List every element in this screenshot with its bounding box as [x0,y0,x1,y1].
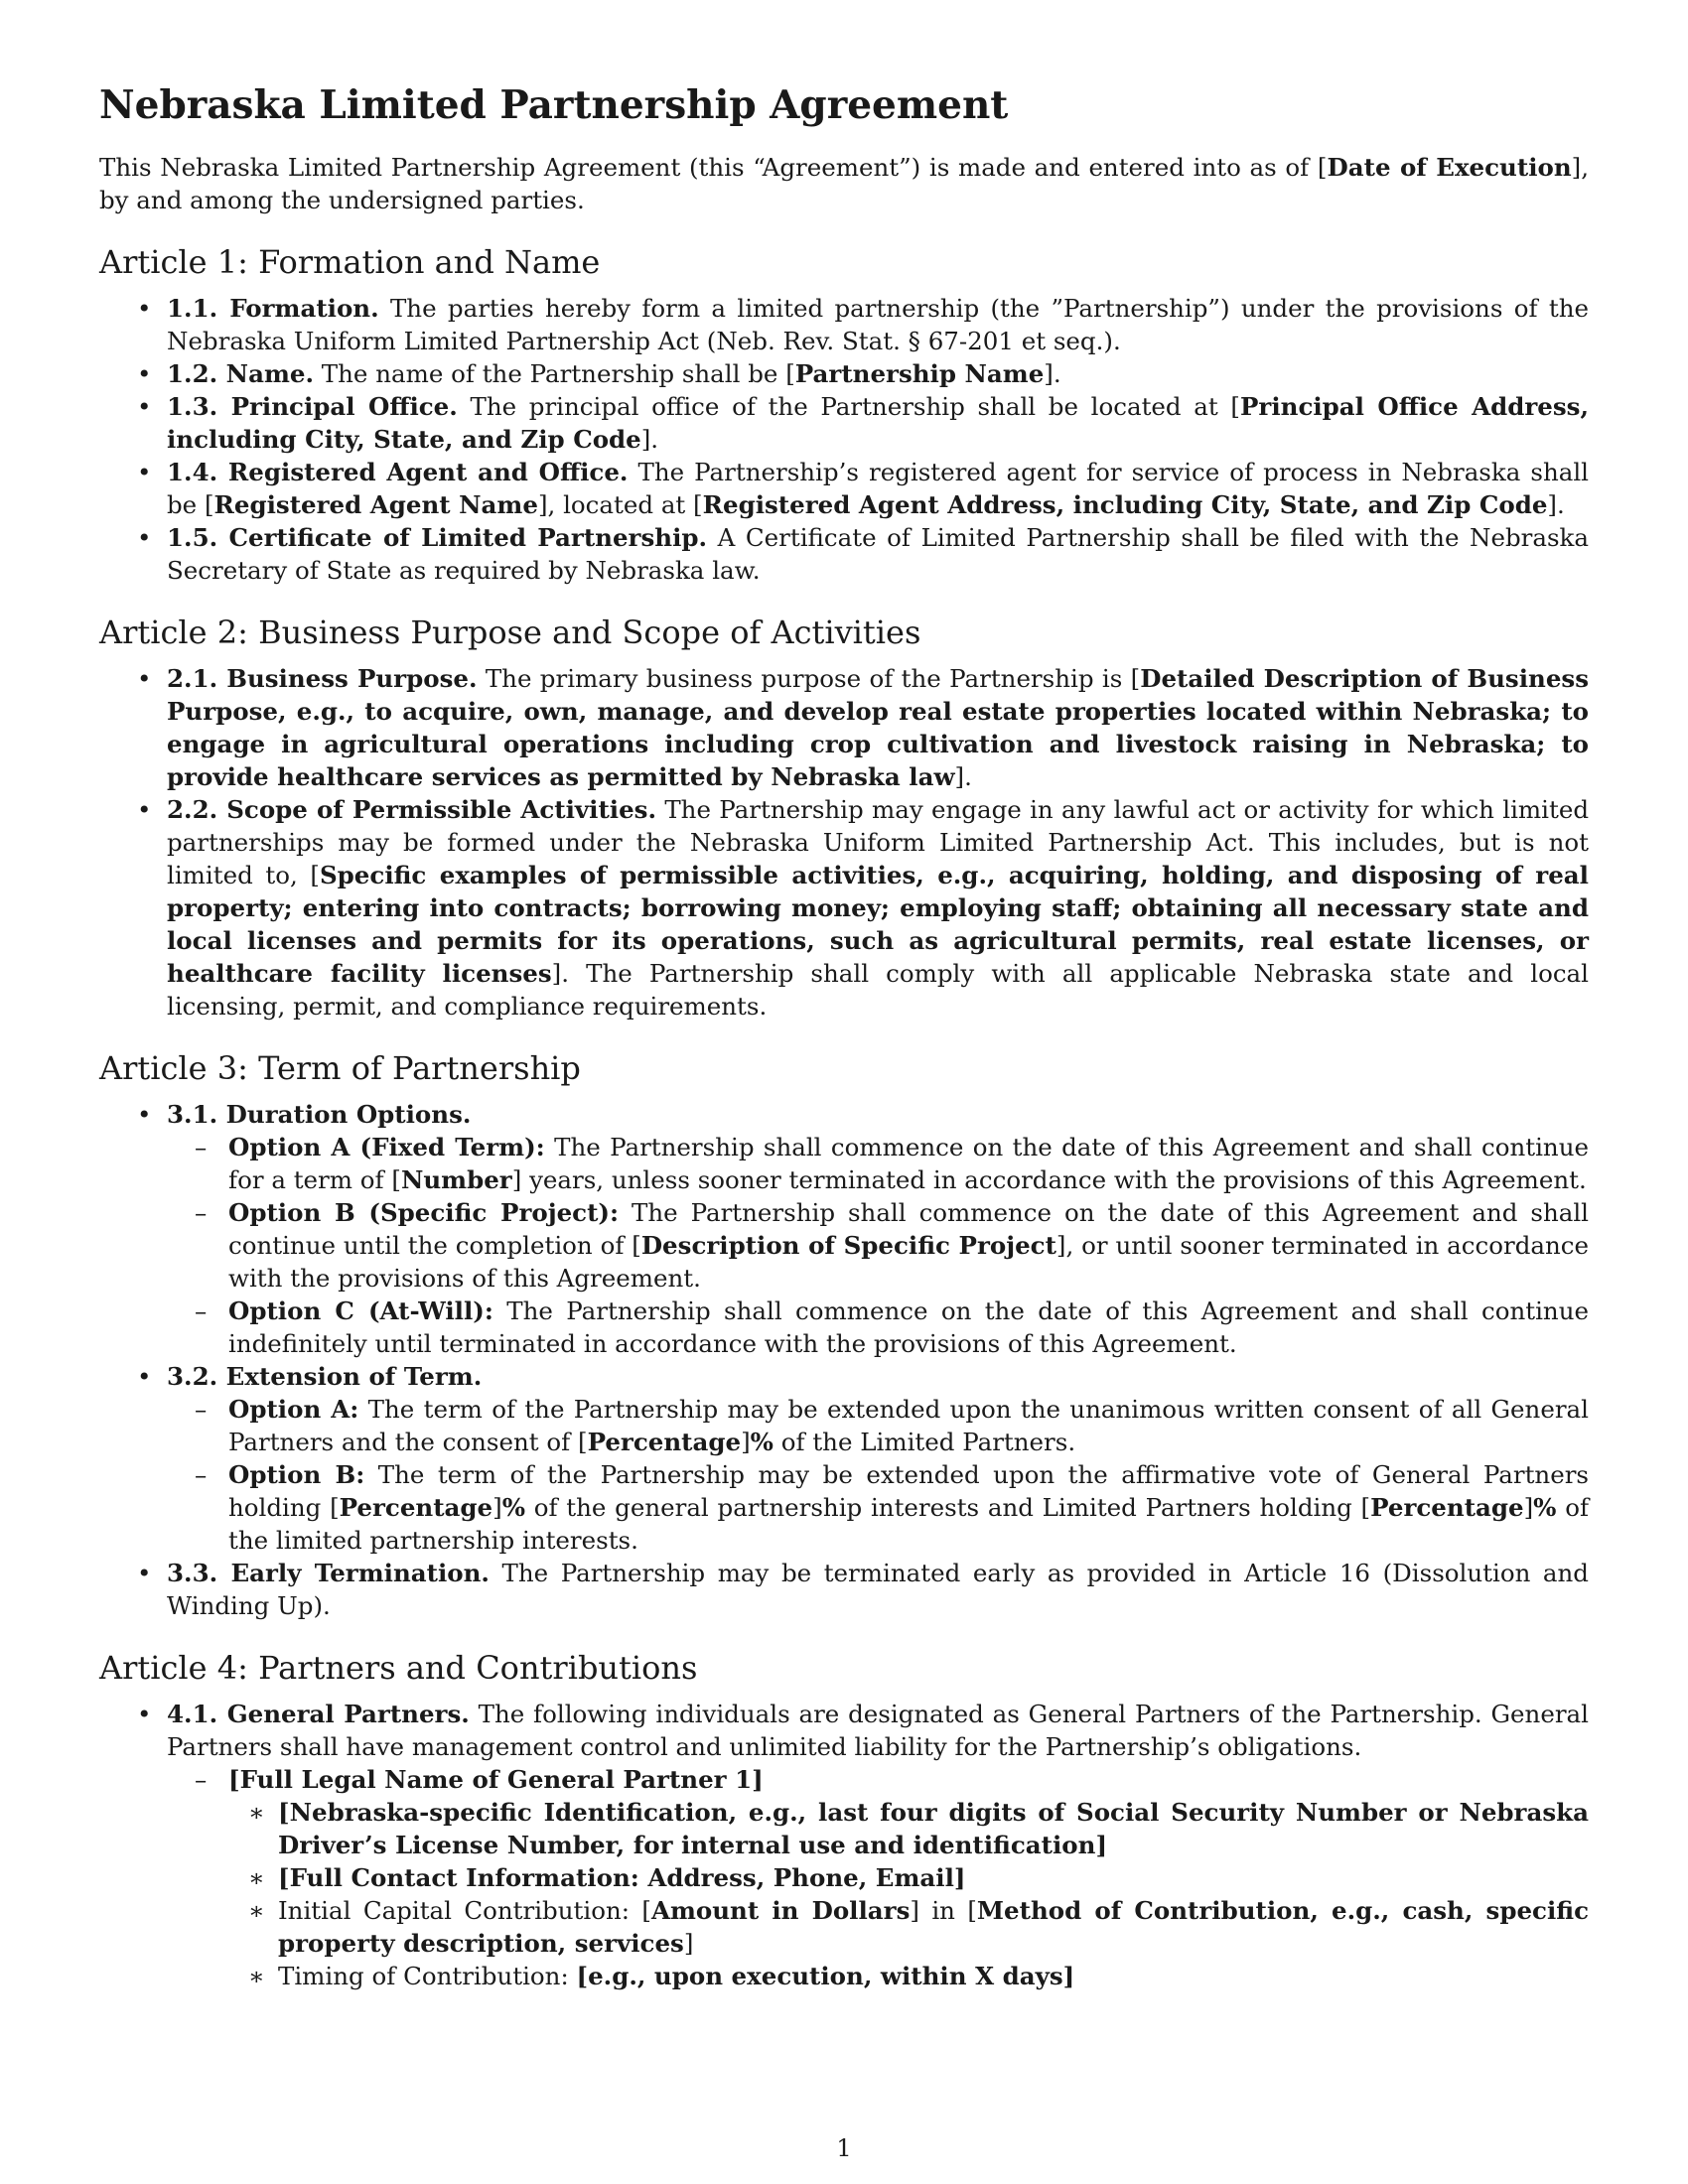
option-label: Option B (Specific Project): [228,1198,620,1227]
placeholder-field: Detailed Description of Business Purpose, e.g., to acquire, own, manage, and develop real estate properties located within Nebraska; to engage in agricultural operations including crop cultivation and livestock raising in Nebraska; to provide healthcare services as permitted by Nebraska law [167,664,1590,791]
section-label: 3.3. Early Termination. [167,1559,490,1587]
section-text: The Partnership’s registered agent for service of process in Nebraska shall be [ [167,458,1590,519]
article-4-heading: Article 4: Partners and Contributions [99,1649,698,1687]
section-1-5 [99,521,1589,587]
section-label: 1.1. Formation. [167,294,379,323]
article-2-heading: Article 2: Business Purpose and Scope of Activities [99,614,921,651]
section-label: 1.2. Name. [167,359,314,388]
section-text: A Certificate of Limited Partnership shall be filed with the Nebraska Secretary of State as required by Nebraska law. [167,523,1589,585]
placeholder-field: Partnership Name [794,359,1045,388]
option-text: The term of the Partnership may be extended upon the unanimous written consent of all General Partners and the consent of [ [228,1395,1589,1456]
intro-text: ], by and among the undersigned parties. [99,153,1590,214]
option-text: of the general partnership interests and Limited Partners holding [ [525,1493,1371,1522]
section-label: 2.2. Scope of Permissible Activities. [167,795,657,824]
section-2-1 [99,662,1589,793]
article-1-heading: Article 1: Formation and Name [99,243,601,281]
placeholder-field: Amount in Dollars [650,1896,911,1925]
intro-paragraph [99,151,1589,216]
placeholder-field: Number [400,1165,512,1194]
section-label: 4.1. General Partners. [167,1700,470,1728]
section-text: ]. [954,762,972,791]
article-4-list [99,1698,1589,1992]
page-number: 1 [836,2134,852,2162]
percent-sign: % [750,1428,774,1456]
section-text: ], located at [ [537,490,703,519]
option-text: ] [492,1493,502,1522]
option-text: The term of the Partnership may be extended upon the affirmative vote of General Partners holding [ [228,1460,1589,1522]
option-text: ], or until sooner terminated in accordance with the provisions of this Agreement. [228,1231,1589,1293]
section-text: ]. The Partnership shall comply with all applicable Nebraska state and local licensing, permit, and compliance requirements. [167,959,1589,1021]
section-label: 3.1. Duration Options. [167,1100,472,1129]
option-b-specific-project [167,1196,1589,1295]
section-1-3 [99,390,1589,456]
section-2-2 [99,793,1589,1023]
section-label: 3.2. Extension of Term. [167,1362,483,1391]
duration-options-list [167,1131,1589,1360]
percent-sign: % [1533,1493,1557,1522]
option-text: ] [741,1428,751,1456]
placeholder-field: Method of Contribution, e.g., cash, specific property description, services [278,1896,1589,1958]
general-partners-list [167,1763,1589,1992]
section-4-1 [99,1698,1589,1992]
section-3-2 [99,1360,1589,1557]
gp-capital-contribution [228,1894,1589,1960]
placeholder-field: Principal Office Address, including City, State, and Zip Code [167,392,1589,454]
option-text: ] [1523,1493,1534,1522]
section-1-1 [99,292,1589,357]
section-text: The principal office of the Partnership shall be located at [ [457,392,1240,421]
gp-id-field: Nebraska-specific Identification, e.g., last four digits of Social Security Number or Nebraska Driver’s License Number, for internal use and identification [278,1798,1589,1859]
option-label: Option C (At-Will): [228,1297,493,1325]
extension-options-list [167,1393,1589,1557]
detail-text: ] in [ [910,1896,977,1925]
placeholder-field: Percentage [587,1428,742,1456]
gp-contact-field: Full Contact Information: Address, Phone, Email [289,1863,954,1892]
detail-text: ] [683,1929,694,1958]
section-text: The Partnership may engage in any lawful act or activity for which limited partnerships may be formed under the Nebraska Uniform Limited Partnership Act. This includes, but is not limited to, [ [167,795,1589,889]
gp-contribution-timing [228,1960,1589,1992]
option-a-fixed-term [167,1131,1589,1196]
option-text: The Partnership shall commence on the date of this Agreement and shall continue indefinitely until terminated in accordance with the provisions of this Agreement. [228,1297,1589,1358]
percent-sign: % [501,1493,525,1522]
placeholder-field: Registered Agent Name [213,490,538,519]
placeholder-field: [e.g., upon execution, within X days] [576,1962,1075,1990]
option-label: Option A: [228,1395,359,1424]
extension-option-b [167,1458,1589,1557]
article-3-list [99,1098,1589,1622]
placeholder-field: Description of Specific Project [640,1231,1056,1260]
article-2-list [99,662,1589,1023]
placeholder-field: [Full Legal Name of General Partner 1] [228,1765,764,1794]
option-c-at-will [167,1295,1589,1360]
option-text: ] years, unless sooner terminated in accordance with the provisions of this Agreement. [511,1165,1587,1194]
option-text: of the limited partnership interests. [228,1493,1590,1555]
option-label: Option B: [228,1460,365,1489]
gp-identification [228,1796,1589,1861]
placeholder-field: Percentage [1370,1493,1524,1522]
section-text: The Partnership may be terminated early as provided in Article 16 (Dissolution and Winding Up). [167,1559,1589,1620]
general-partner-1-details [228,1796,1589,1992]
section-text: ]. [1044,359,1061,388]
general-partner-1 [167,1763,1589,1992]
intro-text: This Nebraska Limited Partnership Agreement (this “Agreement”) is made and entered into as of [ [99,153,1328,182]
placeholder-field: Specific examples of permissible activities, e.g., acquiring, holding, and disposing of real property; entering into contracts; borrowing money; employing staff; obtaining all necessary state and local licenses and permits for its operations, such as agricultural permits, real estate licenses, or healthcare facility licenses [167,861,1589,988]
section-1-2 [99,357,1589,390]
section-3-1 [99,1098,1589,1360]
placeholder-field: [Nebraska-specific Identification, e.g., last four digits of Social Security Number or Nebraska Driver’s License Number, for internal use and identification] [278,1798,1589,1859]
option-text: The Partnership shall commence on the date of this Agreement and shall continue until the completion of [ [228,1198,1589,1260]
option-label: Option A (Fixed Term): [228,1133,545,1161]
section-label: 1.4. Registered Agent and Office. [167,458,629,486]
section-text: The parties hereby form a limited partnership (the ”Partnership”) under the provisions of the Nebraska Uniform Limited Partnership Act (Neb. Rev. Stat. § 67-201 et seq.). [167,294,1590,355]
article-3-heading: Article 3: Term of Partnership [99,1049,581,1087]
placeholder-field: Percentage [339,1493,493,1522]
detail-text: Timing of Contribution: [278,1962,577,1990]
gp-contact [228,1861,1589,1894]
detail-text: Initial Capital Contribution: [ [278,1896,651,1925]
section-3-3 [99,1557,1589,1622]
gp-name-field: Full Legal Name of General Partner 1 [239,1765,753,1794]
section-label: 1.5. Certificate of Limited Partnership. [167,523,708,552]
section-text: ]. [1547,490,1565,519]
placeholder-field: [Full Contact Information: Address, Phone, Email] [278,1863,966,1892]
article-1-list [99,292,1589,587]
section-text: ]. [640,425,659,454]
date-placeholder: Date of Execution [1327,153,1572,182]
option-text: of the Limited Partners. [773,1428,1076,1456]
document-page [99,81,1589,1992]
section-text: The primary business purpose of the Partnership is [ [477,664,1141,693]
section-text: The following individuals are designated as General Partners of the Partnership. General Partners shall have management control and unlimited liability for the Partnership’s obligations. [167,1700,1589,1761]
option-text: The Partnership shall commence on the date of this Agreement and shall continue for a term of [ [228,1133,1589,1194]
extension-option-a [167,1393,1589,1458]
document-title: Nebraska Limited Partnership Agreement [99,82,1009,128]
section-1-4 [99,456,1589,521]
section-label: 1.3. Principal Office. [167,392,458,421]
section-text: The name of the Partnership shall be [ [314,359,795,388]
placeholder-field: Registered Agent Address, including City, State, and Zip Code [702,490,1548,519]
section-label: 2.1. Business Purpose. [167,664,478,693]
